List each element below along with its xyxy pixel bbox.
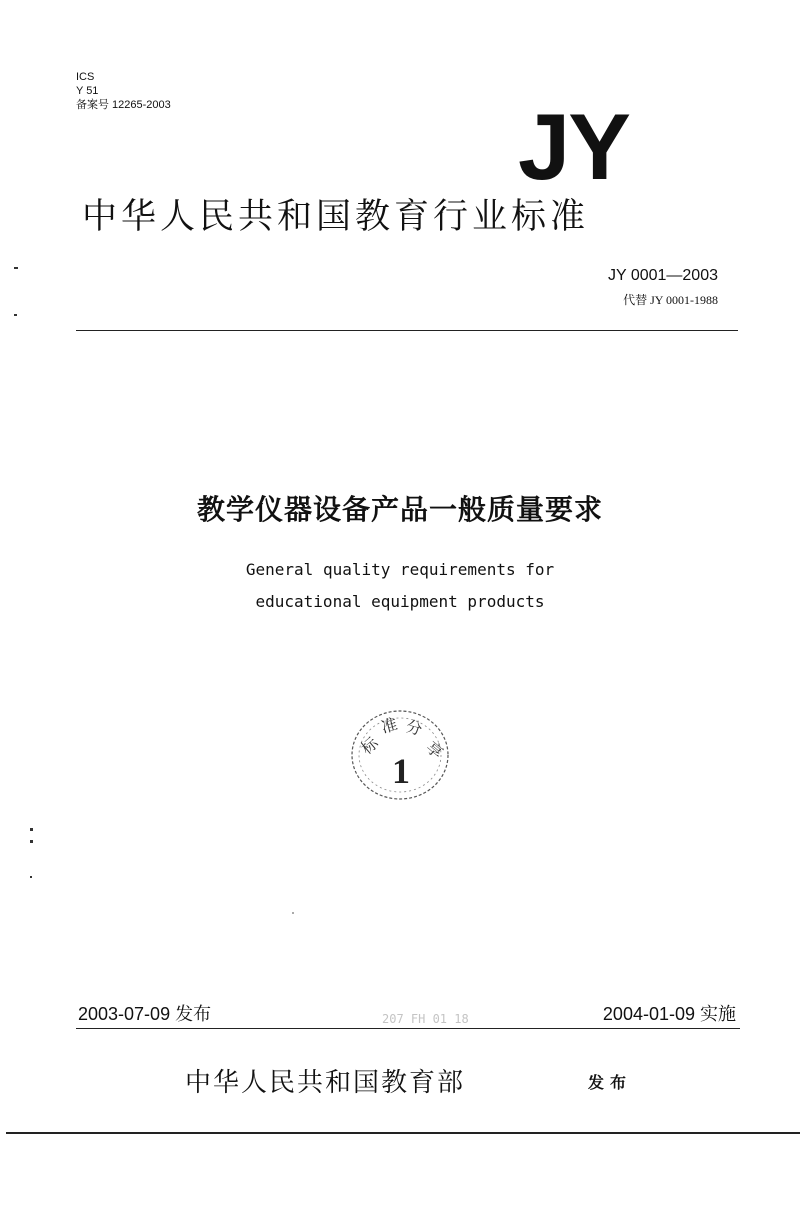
document-title-chinese: 教学仪器设备产品一般质量要求 bbox=[196, 493, 603, 526]
scan-speck bbox=[30, 840, 33, 843]
publisher-name: 中华人民共和国教育部 bbox=[185, 1068, 466, 1098]
issue-date: 2003-07-09 发布 bbox=[78, 1004, 212, 1024]
document-title-english-line2: educational equipment products bbox=[255, 592, 545, 611]
stamp-char: 分 bbox=[403, 716, 425, 740]
stamp-char: 准 bbox=[379, 714, 400, 737]
metadata-block bbox=[76, 70, 171, 112]
stamp-char: 标 bbox=[357, 733, 382, 759]
library-stamp bbox=[345, 705, 455, 805]
standard-category-title: 中华人民共和国教育行业标准 bbox=[82, 197, 590, 237]
scan-speck bbox=[14, 267, 18, 269]
scan-speck bbox=[30, 828, 33, 831]
ics-label: ICS bbox=[76, 71, 95, 83]
publish-label: 发布 bbox=[588, 1073, 633, 1092]
top-divider bbox=[76, 330, 738, 331]
scan-speck bbox=[14, 314, 17, 316]
footer-divider bbox=[76, 1028, 740, 1029]
scan-speck bbox=[292, 912, 294, 914]
replaces-code: 代替 JY 0001-1988 bbox=[623, 293, 718, 307]
jy-logo: JY bbox=[518, 94, 629, 199]
filing-number: 备案号 12265-2003 bbox=[76, 99, 171, 111]
faint-bleed-through-code: 207 FH 01 18 bbox=[382, 1012, 469, 1026]
bottom-divider bbox=[6, 1132, 800, 1134]
document-title-english-line1: General quality requirements for bbox=[245, 560, 555, 579]
standard-code: JY 0001—2003 bbox=[607, 267, 718, 284]
stamp-number: 1 bbox=[392, 751, 410, 791]
scan-speck bbox=[30, 876, 32, 878]
implementation-date: 2004-01-09 实施 bbox=[602, 1004, 736, 1024]
class-code: Y 51 bbox=[76, 85, 99, 97]
stamp-char: 享 bbox=[422, 737, 447, 763]
